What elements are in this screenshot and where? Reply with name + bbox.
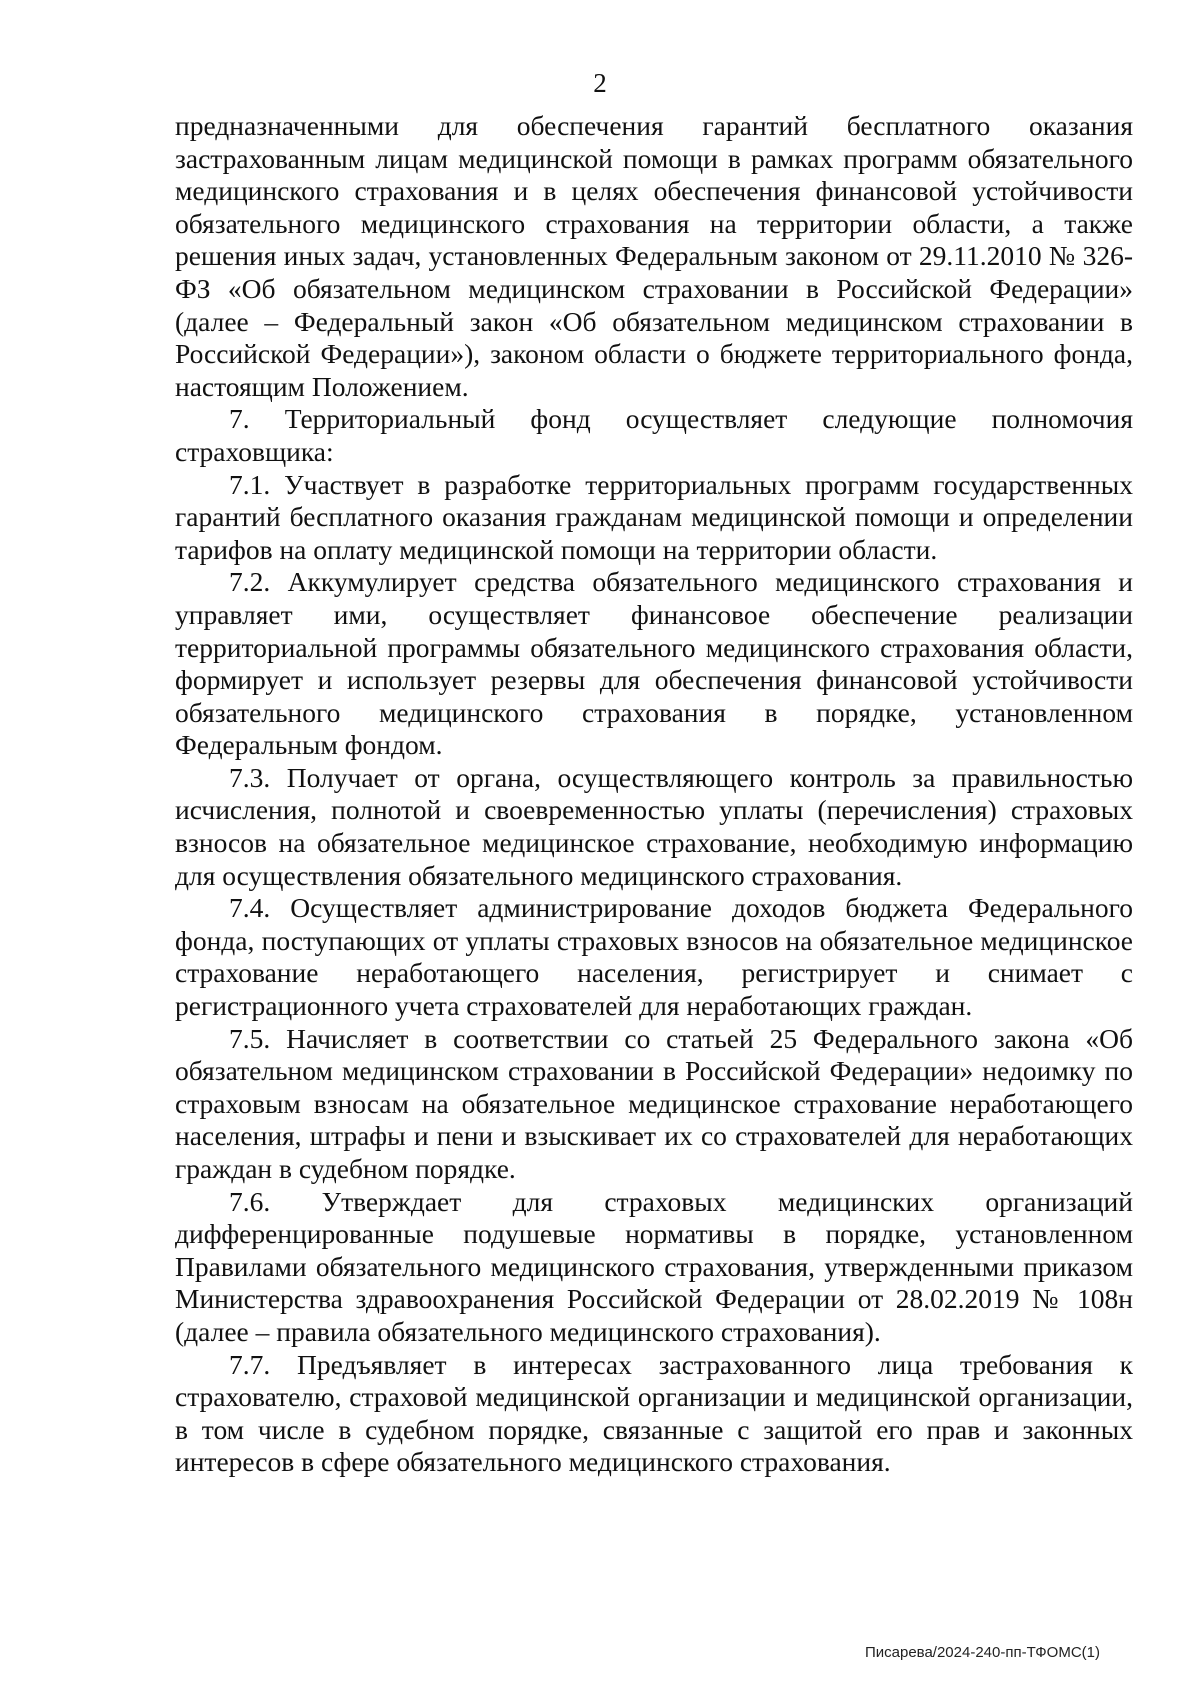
paragraph-item-7-7: 7.7. Предъявляет в интересах застрахованного лица требования к страхователю, страховой медицинской организации и медицинской организации, в том числе в судебном порядке, связанные с защитой его прав и законных интересов в сфере обязательного медицинского страхования. — [175, 1348, 1133, 1478]
paragraph-item-7-6: 7.6. Утверждает для страховых медицинских организаций дифференцированные подушевые нормативы в порядке, установленном Правилами обязательного медицинского страхования, утвержденными приказом Министерства здравоохранения Российской Федерации от 28.02.2019 № 108н (далее – правила обязательного медицинского страхования). — [175, 1185, 1133, 1347]
paragraph-item-7: 7. Территориальный фонд осуществляет следующие полномочия страховщика: — [175, 403, 1133, 467]
paragraph-continuation: предназначенными для обеспечения гарантий бесплатного оказания застрахованным лицам медицинской помощи в рамках программ обязательного медицинского страхования и в целях обеспечения финансовой устойчивости обязательного медицинского страхования на территории области, а также решения иных задач, установленных Федеральным законом от 29.11.2010 № 326-ФЗ «Об обязательном медицинском страховании в Российской Федерации» (далее – Федеральный закон «Об обязательном медицинском страховании в Российской Федерации»), законом области о бюджете территориального фонда, настоящим Положением. — [175, 110, 1133, 402]
document-reference-footer: Писарева/2024-240-пп-ТФОМС(1) — [864, 1644, 1100, 1661]
paragraph-item-7-3: 7.3. Получает от органа, осуществляющего контроль за правильностью исчисления, полнотой и своевременностью уплаты (перечисления) страховых взносов на обязательное медицинское страхование, необходимую информацию для осуществления обязательного медицинского страхования. — [175, 761, 1133, 891]
paragraph-item-7-5: 7.5. Начисляет в соответствии со статьей 25 Федерального закона «Об обязательном медицинском страховании в Российской Федерации» недоимку по страховым взносам на обязательное медицинское страхование неработающего населения, штрафы и пени и взыскивает их со страхователей для неработающих граждан в судебном порядке. — [175, 1022, 1133, 1184]
paragraph-item-7-4: 7.4. Осуществляет администрирование доходов бюджета Федерального фонда, поступающих от уплаты страховых взносов на обязательное медицинское страхование неработающего населения, регистрирует и снимает с регистрационного учета страхователей для неработающих граждан. — [175, 892, 1133, 1022]
paragraph-item-7-1: 7.1. Участвует в разработке территориальных программ государственных гарантий бесплатного оказания гражданам медицинской помощи и определении тарифов на оплату медицинской помощи на территории области. — [175, 468, 1133, 565]
document-body — [175, 110, 1133, 1479]
page-number: 2 — [593, 68, 607, 98]
paragraph-item-7-2: 7.2. Аккумулирует средства обязательного медицинского страхования и управляет ими, осуществляет финансовое обеспечение реализации территориальной программы обязательного медицинского страхования области, формирует и использует резервы для обеспечения финансовой устойчивости обязательного медицинского страхования в порядке, установленном Федеральным фондом. — [175, 566, 1133, 761]
